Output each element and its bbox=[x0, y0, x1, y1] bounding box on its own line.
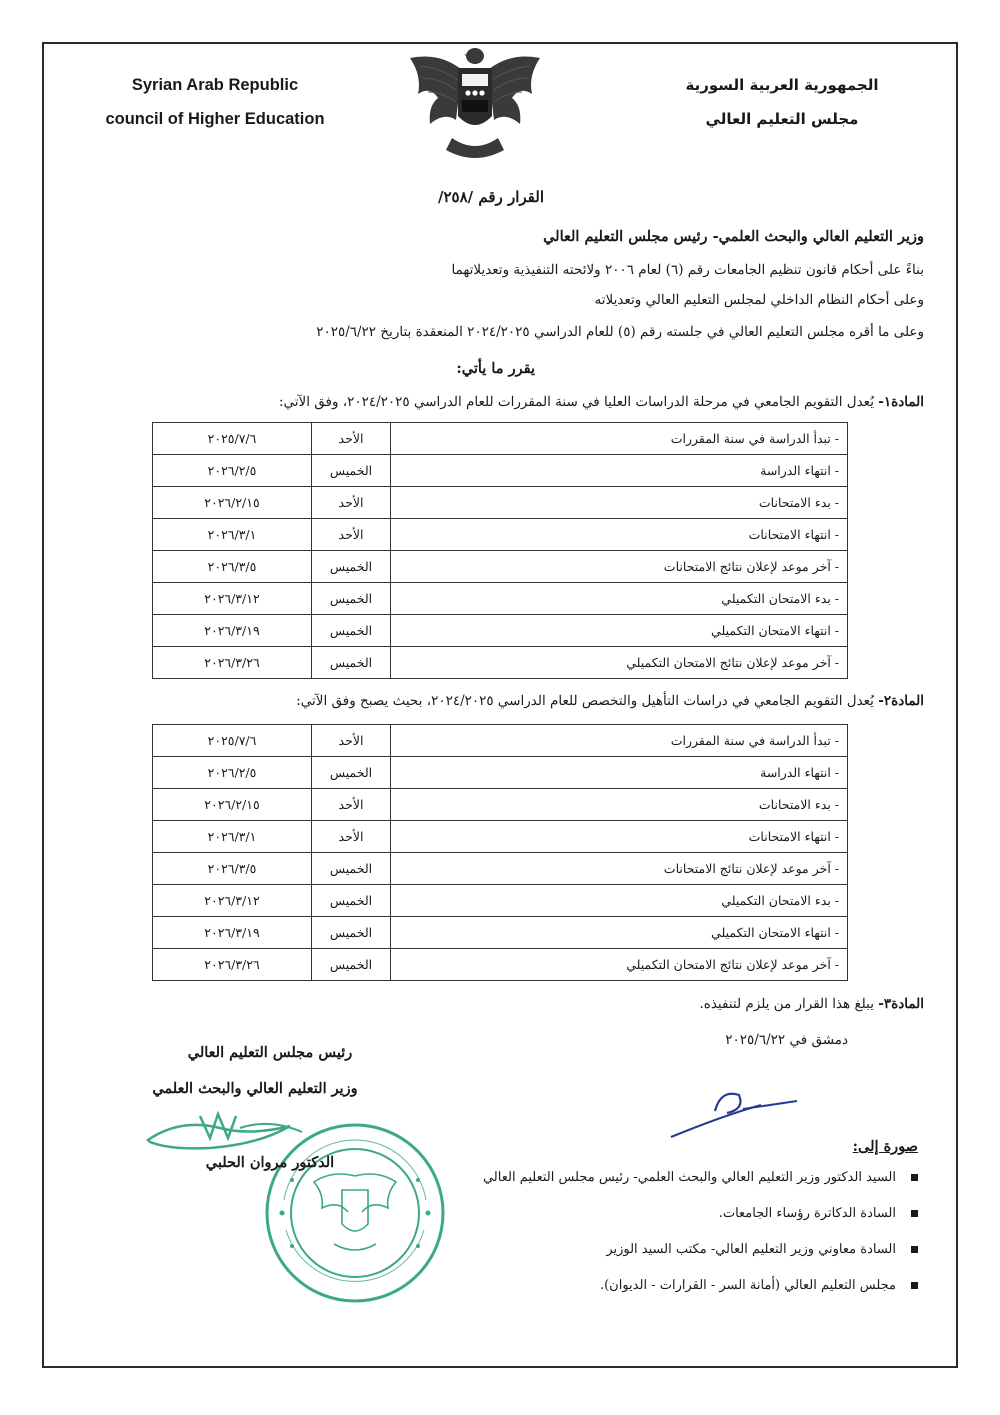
header-en-republic: Syrian Arab Republic bbox=[131, 76, 299, 94]
table-row bbox=[153, 789, 848, 821]
calendar-day: الخميس bbox=[312, 853, 391, 885]
copies-list bbox=[298, 1166, 918, 1310]
calendar-day: الأحد bbox=[312, 423, 391, 455]
calendar-day: الخميس bbox=[312, 551, 391, 583]
calendar-event: - بدء الامتحانات bbox=[391, 789, 848, 821]
calendar-day: الخميس bbox=[312, 583, 391, 615]
calendar-day: الخميس bbox=[312, 647, 391, 679]
calendar-day: الخميس bbox=[312, 949, 391, 981]
decides-heading: يقرر ما يأتي: bbox=[456, 360, 535, 377]
calendar-date: ٢٠٢٦/٢/١٥ bbox=[153, 487, 312, 519]
calendar-event: - آخر موعد لإعلان نتائج الامتحانات bbox=[391, 551, 848, 583]
calendar-event: - تبدأ الدراسة في سنة المقررات bbox=[391, 423, 848, 455]
place-date: دمشق في ٢٠٢٥/٦/٢٢ bbox=[725, 1032, 848, 1048]
calendar-event: - انتهاء الامتحانات bbox=[391, 519, 848, 551]
article3-text: يبلغ هذا القرار من يلزم لتنفيذه. bbox=[699, 996, 874, 1012]
table-row bbox=[153, 917, 848, 949]
calendar-date: ٢٠٢٦/٣/١٢ bbox=[153, 583, 312, 615]
calendar-event: - انتهاء الدراسة bbox=[391, 757, 848, 789]
table-row bbox=[153, 757, 848, 789]
article1-label: المادة١- bbox=[878, 394, 924, 410]
calendar-date: ٢٠٢٥/٧/٦ bbox=[153, 725, 312, 757]
table-row bbox=[153, 551, 848, 583]
table-row bbox=[153, 853, 848, 885]
calendar-date: ٢٠٢٦/٣/١ bbox=[153, 519, 312, 551]
calendar-date: ٢٠٢٦/٣/٥ bbox=[153, 853, 312, 885]
director-signature-icon bbox=[665, 1075, 805, 1147]
calendar-event: - بدء الامتحان التكميلي bbox=[391, 885, 848, 917]
article1-line bbox=[279, 394, 924, 410]
signatory-title-1: رئيس مجلس التعليم العالي bbox=[187, 1044, 353, 1061]
preamble-line-2: وعلى أحكام النظام الداخلي لمجلس التعليم العالي وتعديلاته bbox=[594, 292, 924, 308]
table-row bbox=[153, 455, 848, 487]
table-row bbox=[153, 885, 848, 917]
article2-table bbox=[152, 724, 848, 981]
calendar-event: - تبدأ الدراسة في سنة المقررات bbox=[391, 725, 848, 757]
table-row bbox=[153, 949, 848, 981]
table-row bbox=[153, 647, 848, 679]
issuer-line: وزير التعليم العالي والبحث العلمي- رئيس مجلس التعليم العالي bbox=[543, 228, 924, 245]
table-row bbox=[153, 519, 848, 551]
table-row bbox=[153, 725, 848, 757]
calendar-day: الأحد bbox=[312, 487, 391, 519]
calendar-day: الخميس bbox=[312, 885, 391, 917]
copies-heading: صورة إلى: bbox=[852, 1138, 918, 1155]
calendar-event: - آخر موعد لإعلان نتائج الامتحانات bbox=[391, 853, 848, 885]
calendar-event: - بدء الامتحانات bbox=[391, 487, 848, 519]
header-en-council: council of Higher Education bbox=[105, 110, 325, 128]
table-row bbox=[153, 821, 848, 853]
article3-line bbox=[699, 996, 924, 1012]
article3-label: المادة٣- bbox=[878, 996, 924, 1012]
article1-text: يُعدل التقويم الجامعي في مرحلة الدراسات العليا في سنة المقررات للعام الدراسي ٢٠٢٤/٢٠٢٥، وفق الآتي: bbox=[278, 394, 874, 410]
calendar-event: - انتهاء الدراسة bbox=[391, 455, 848, 487]
table-row bbox=[153, 615, 848, 647]
calendar-date: ٢٠٢٦/٣/١٩ bbox=[153, 917, 312, 949]
calendar-date: ٢٠٢٦/٣/١٩ bbox=[153, 615, 312, 647]
header-ar-council: مجلس التعليم العالي bbox=[705, 110, 859, 128]
calendar-date: ٢٠٢٦/٢/٥ bbox=[153, 455, 312, 487]
calendar-date: ٢٠٢٦/٢/٥ bbox=[153, 757, 312, 789]
copy-recipient: السادة الدكاترة رؤساء الجامعات. bbox=[298, 1202, 918, 1238]
calendar-date: ٢٠٢٦/٣/١ bbox=[153, 821, 312, 853]
calendar-event: - انتهاء الامتحان التكميلي bbox=[391, 917, 848, 949]
article2-text: يُعدل التقويم الجامعي في دراسات التأهيل والتخصص للعام الدراسي ٢٠٢٤/٢٠٢٥، بحيث يصبح وفق الآتي: bbox=[296, 693, 874, 709]
article2-line bbox=[296, 693, 924, 709]
table-row bbox=[153, 487, 848, 519]
calendar-day: الخميس bbox=[312, 615, 391, 647]
signatory-title-2: وزير التعليم العالي والبحث العلمي bbox=[152, 1080, 358, 1097]
calendar-date: ٢٠٢٦/٣/٢٦ bbox=[153, 949, 312, 981]
syrian-eagle-emblem-icon bbox=[400, 46, 550, 164]
calendar-day: الأحد bbox=[312, 789, 391, 821]
calendar-day: الخميس bbox=[312, 757, 391, 789]
calendar-event: - انتهاء الامتحان التكميلي bbox=[391, 615, 848, 647]
copy-recipient: السادة معاوني وزير التعليم العالي- مكتب السيد الوزير bbox=[298, 1238, 918, 1274]
table-row bbox=[153, 423, 848, 455]
table-row bbox=[153, 583, 848, 615]
copy-recipient: مجلس التعليم العالي (أمانة السر - القرارات - الديوان). bbox=[298, 1274, 918, 1310]
preamble-line-1: بناءً على أحكام قانون تنظيم الجامعات رقم (٦) لعام ٢٠٠٦ ولائحته التنفيذية وتعديلاتهما bbox=[451, 262, 924, 278]
copy-recipient: السيد الدكتور وزير التعليم العالي والبحث العلمي- رئيس مجلس التعليم العالي bbox=[298, 1166, 918, 1202]
calendar-event: - آخر موعد لإعلان نتائج الامتحان التكميلي bbox=[391, 949, 848, 981]
article2-label: المادة٢- bbox=[878, 693, 924, 709]
calendar-event: - آخر موعد لإعلان نتائج الامتحان التكميلي bbox=[391, 647, 848, 679]
preamble-line-3: وعلى ما أقره مجلس التعليم العالي في جلسته رقم (٥) للعام الدراسي ٢٠٢٤/٢٠٢٥ المنعقدة بتاريخ ٢٠٢٥/٦/٢٢ bbox=[316, 324, 924, 340]
calendar-date: ٢٠٢٦/٢/١٥ bbox=[153, 789, 312, 821]
calendar-day: الأحد bbox=[312, 821, 391, 853]
calendar-date: ٢٠٢٦/٣/٢٦ bbox=[153, 647, 312, 679]
calendar-day: الأحد bbox=[312, 519, 391, 551]
calendar-day: الخميس bbox=[312, 455, 391, 487]
decision-number: القرار رقم /٢٥٨/ bbox=[438, 188, 544, 206]
calendar-day: الأحد bbox=[312, 725, 391, 757]
calendar-date: ٢٠٢٦/٣/١٢ bbox=[153, 885, 312, 917]
calendar-date: ٢٠٢٥/٧/٦ bbox=[153, 423, 312, 455]
calendar-event: - انتهاء الامتحانات bbox=[391, 821, 848, 853]
header-ar-republic: الجمهورية العربية السورية bbox=[685, 76, 879, 94]
calendar-date: ٢٠٢٦/٣/٥ bbox=[153, 551, 312, 583]
signatory-name: الدكتور مروان الحلبي bbox=[205, 1154, 335, 1171]
calendar-day: الخميس bbox=[312, 917, 391, 949]
article1-table bbox=[152, 422, 848, 679]
calendar-event: - بدء الامتحان التكميلي bbox=[391, 583, 848, 615]
